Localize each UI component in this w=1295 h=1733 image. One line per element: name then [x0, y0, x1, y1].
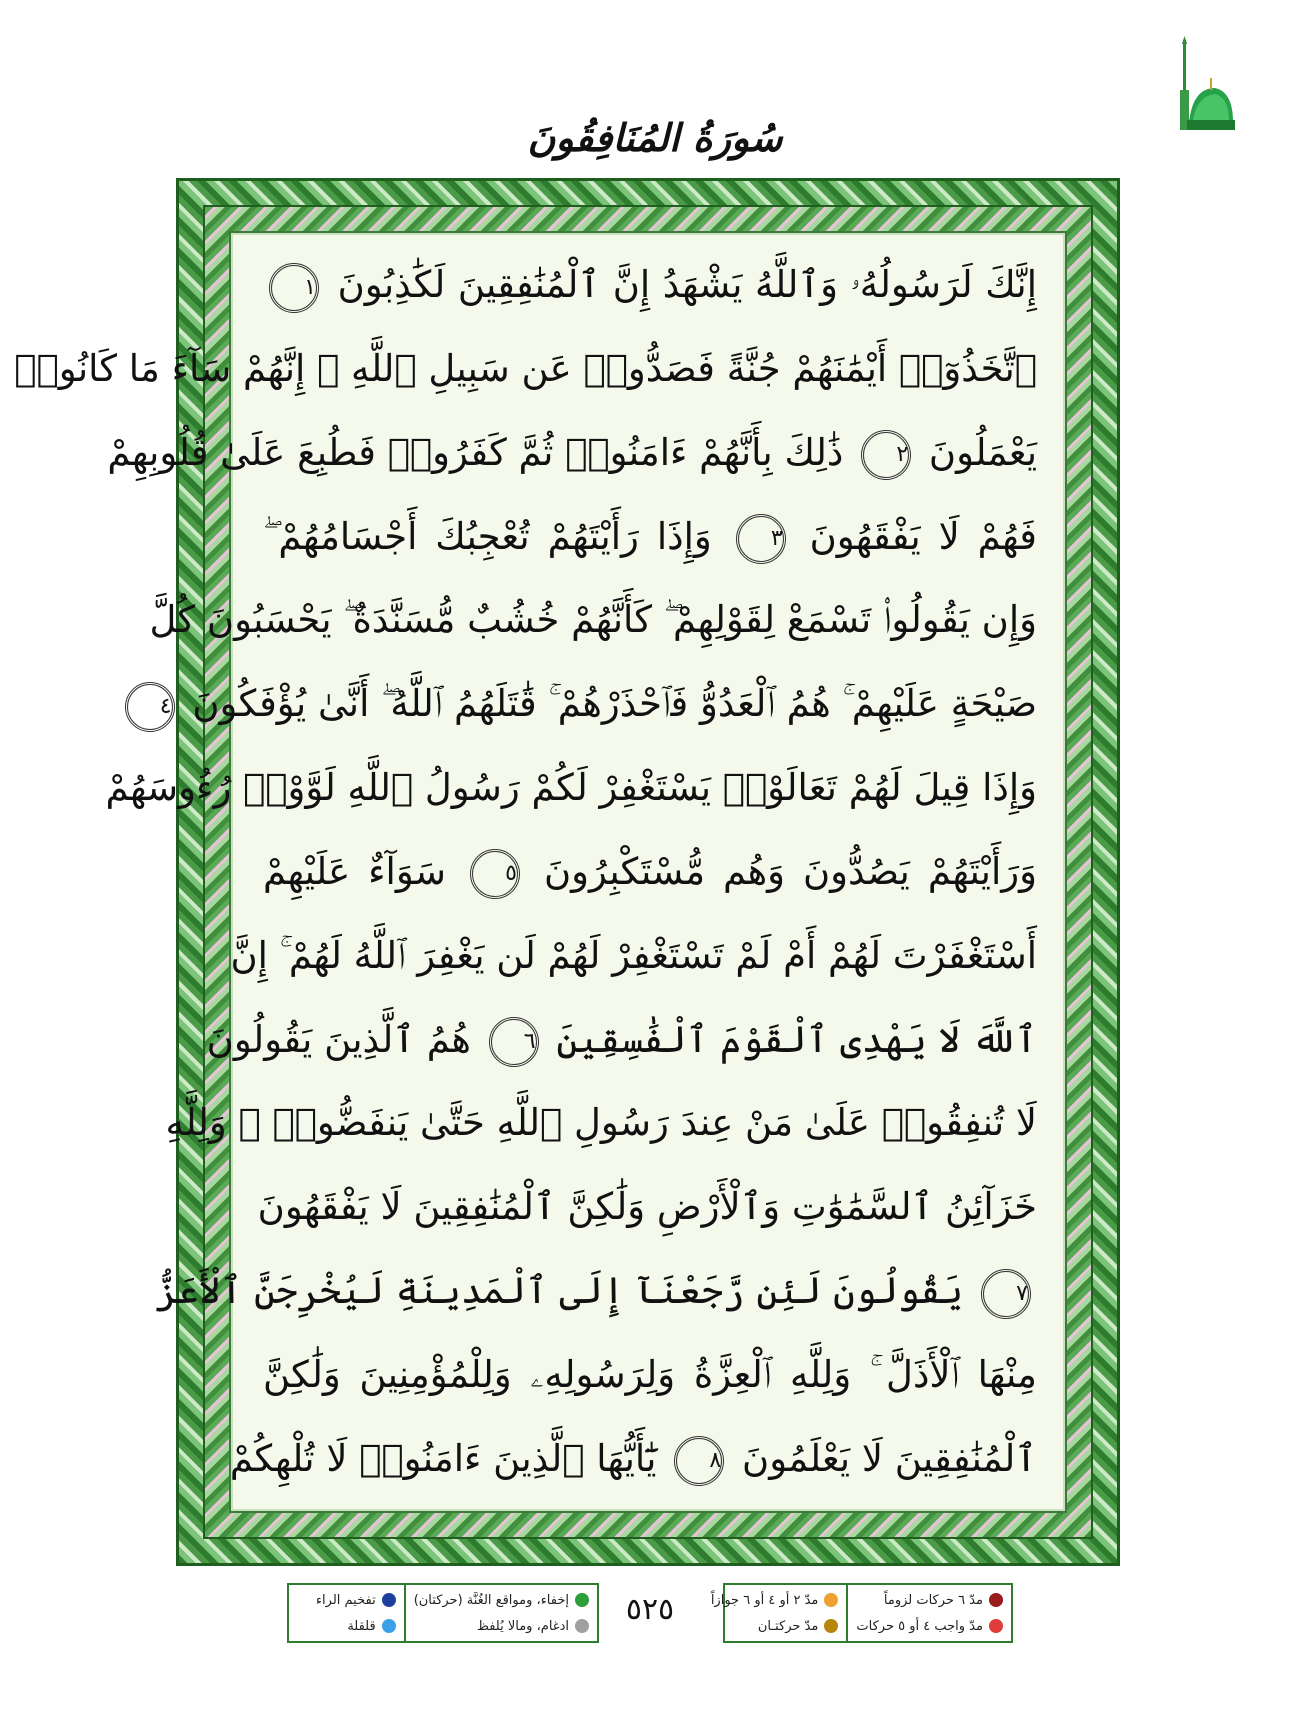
color-dot-icon: [824, 1619, 838, 1633]
color-dot-icon: [575, 1593, 589, 1607]
color-dot-icon: [989, 1593, 1003, 1607]
line-text: أَسْتَغْفَرْتَ لَهُمْ أَمْ لَمْ تَسْتَغْفِرْ لَهُمْ لَن يَغْفِرَ ٱللَّهُ لَهُمْ ۚ إِنَّ: [230, 933, 1037, 977]
legend-item: [316, 1593, 396, 1608]
line-text: وَإِن يَقُولُوا۟ تَسْمَعْ لِقَوْلِهِمْ ۖ كَأَنَّهُمْ خُشُبٌ مُّسَنَّدَةٌ ۖ يَحْسَبُونَ كُلَّ: [149, 598, 1037, 642]
mushaf-page-body: [14, 231, 1067, 1513]
line-text-continued: هُمُ ٱلَّذِينَ يَقُولُونَ: [206, 1017, 471, 1061]
line-text-continued: سَوَآءٌ عَلَيْهِمْ: [263, 849, 446, 893]
verse-line-12: [257, 1167, 1037, 1247]
surah-title: سُورَةُ المُنَافِقُونَ: [527, 115, 783, 160]
legend-item: [856, 1619, 1003, 1634]
color-dot-icon: [382, 1619, 396, 1633]
ayah-number-marker: ٢: [861, 430, 911, 480]
legend-label: مدّ ٢ أو ٤ أو ٦ جوازاً: [710, 1592, 819, 1608]
verse-line-5: [149, 580, 1037, 660]
ayah-number-marker: ٧: [981, 1269, 1031, 1319]
legend-item: [414, 1619, 589, 1634]
legend-item: [414, 1593, 589, 1608]
color-dot-icon: [575, 1619, 589, 1633]
verse-line-13: [155, 1251, 1037, 1331]
legend-label: ادغام، ومالا يُلفظ: [476, 1618, 569, 1634]
legend-label: مدّ ٦ حركات لزوماً: [883, 1592, 983, 1608]
line-text: ٱتَّخَذُوٓا۟ أَيْمَٰنَهُمْ جُنَّةً فَصَدُّوا۟ عَن سَبِيلِ ٱللَّهِ ۚ إِنَّهُمْ سَآءَ مَا كَانُوا۟: [14, 346, 1037, 390]
color-dot-icon: [382, 1593, 396, 1607]
verse-line-3: [107, 413, 1037, 493]
line-text: خَزَآئِنُ ٱلسَّمَٰوَٰتِ وَٱلْأَرْضِ وَلَٰكِنَّ ٱلْمُنَٰفِقِينَ لَا يَفْقَهُونَ: [257, 1185, 1037, 1229]
line-text-continued: يَٰٓأَيُّهَا ٱلَّذِينَ ءَامَنُوا۟ لَا تُلْهِكُمْ: [229, 1436, 657, 1480]
line-text-continued: ذَٰلِكَ بِأَنَّهُمْ ءَامَنُوا۟ ثُمَّ كَفَرُوا۟ فَطُبِعَ عَلَىٰ قُلُوبِهِمْ: [107, 430, 844, 474]
line-text: يَقُولُونَ لَئِن رَّجَعْنَآ إِلَى ٱلْمَدِينَةِ لَيُخْرِجَنَّ ٱلْأَعَزُّ: [155, 1269, 964, 1313]
verse-line-2: [14, 329, 1037, 409]
verse-lines: [14, 245, 1038, 1499]
line-text: وَإِذَا قِيلَ لَهُمْ تَعَالَوْا۟ يَسْتَغْفِرْ لَكُمْ رَسُولُ ٱللَّهِ لَوَّوْا۟ رُءُوسَهُمْ: [105, 766, 1037, 810]
line-text: ٱللَّهَ لَا يَهْدِى ٱلْقَوْمَ ٱلْفَٰسِقِينَ: [556, 1017, 1037, 1061]
ayah-number-marker: ٣: [736, 514, 786, 564]
verse-line-11: [165, 1083, 1037, 1163]
line-text: وَرَأَيْتَهُمْ يَصُدُّونَ وَهُم مُّسْتَكْبِرُونَ: [543, 849, 1037, 893]
legend-label: مدّ حركتـان: [757, 1618, 819, 1634]
ayah-number-marker: ٥: [470, 849, 520, 899]
color-dot-icon: [989, 1619, 1003, 1633]
verse-line-8: [263, 832, 1037, 912]
legend-item: [711, 1593, 839, 1608]
legend-label: تفخيم الراء: [315, 1592, 376, 1608]
line-text: صَيْحَةٍ عَلَيْهِمْ ۚ هُمُ ٱلْعَدُوُّ فَٱحْذَرْهُمْ ۚ قَٰتَلَهُمُ ٱللَّهُ ۖ أَنَّىٰ يُؤْفَكُونَ: [192, 682, 1037, 726]
legend-item: [316, 1619, 396, 1634]
ayah-number-marker: ٦: [489, 1017, 539, 1067]
verse-line-15: [229, 1419, 1037, 1499]
legend-label: مدّ واجب ٤ أو ٥ حركات: [856, 1618, 983, 1634]
verse-line-7: [105, 748, 1037, 828]
ornamental-frame: [14, 178, 1120, 1566]
line-text: لَا تُنفِقُوا۟ عَلَىٰ مَنْ عِندَ رَسُولِ ٱللَّهِ حَتَّىٰ يَنفَضُّوا۟ ۗ وَلِلَّهِ: [165, 1101, 1037, 1145]
legend-column: [848, 1585, 1011, 1641]
tajweed-legend-left: [287, 1583, 599, 1643]
legend-item: [711, 1619, 839, 1634]
verse-line-1: [263, 245, 1037, 325]
legend-column: [703, 1585, 849, 1641]
line-text: فَهُمْ لَا يَفْقَهُونَ: [809, 514, 1037, 558]
ayah-number-marker: ٨: [674, 1436, 724, 1486]
ayah-number-marker: ١: [269, 263, 319, 313]
legend-label: إخفاء، ومواقع الغُنَّة (حركتان): [413, 1592, 569, 1608]
line-text-continued: وَإِذَا رَأَيْتَهُمْ تُعْجِبُكَ أَجْسَامُهُمْ ۖ: [263, 514, 712, 558]
line-text: إِنَّكَ لَرَسُولُهُۥ وَٱللَّهُ يَشْهَدُ إِنَّ ٱلْمُنَٰفِقِينَ لَكَٰذِبُونَ: [337, 263, 1038, 306]
verse-line-10: [206, 1000, 1037, 1080]
legend-label: قلقلة: [347, 1618, 376, 1634]
legend-column: [308, 1585, 406, 1641]
ayah-number-marker: ٤: [125, 682, 175, 732]
verse-line-14: [263, 1335, 1037, 1415]
tajweed-legend-right: [710, 1583, 1013, 1643]
mosque-dome-icon: [1163, 36, 1235, 136]
line-text: مِنْهَا ٱلْأَذَلَّ ۚ وَلِلَّهِ ٱلْعِزَّةُ وَلِرَسُولِهِۦ وَلِلْمُؤْمِنِينَ وَلَٰكِنَّ: [263, 1352, 1037, 1396]
color-dot-icon: [824, 1593, 838, 1607]
page-number: ٥٢٥: [625, 1592, 675, 1627]
line-text: يَعْمَلُونَ: [928, 430, 1037, 474]
legend-item: [856, 1593, 1003, 1608]
legend-column: [406, 1585, 597, 1641]
verse-line-9: [230, 916, 1037, 996]
verse-line-6: [159, 664, 1037, 744]
line-text: ٱلْمُنَٰفِقِينَ لَا يَعْلَمُونَ: [742, 1436, 1037, 1480]
verse-line-4: [263, 497, 1037, 577]
